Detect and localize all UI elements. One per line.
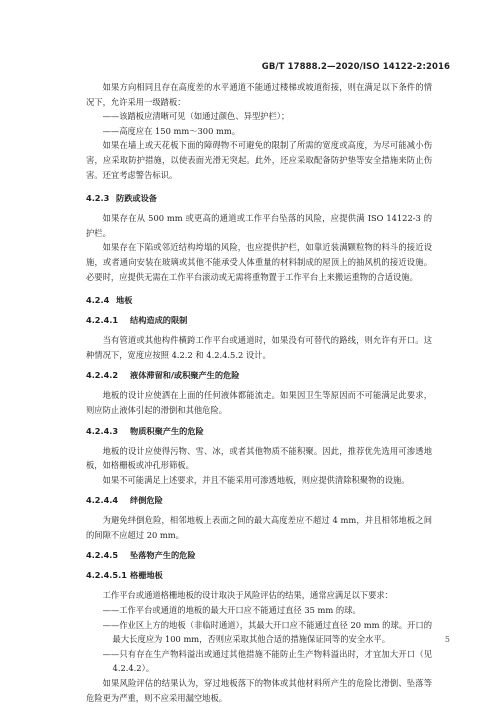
paragraph: 如果存在下陷或邻近结构垮塌的风险，也应提供护栏，如靠近装满颗粒物的料斗的接近设施，或者通向安装在玻璃或其他不能承受人体重量的材料制成的屋顶上的抽风机的接近设施。必要时，应提供无需在工作平台滚动或无需将重物置于工作平台上来搬运重物的合适设施。 xyxy=(86,242,432,282)
section-title: 液体滞留和/或积聚产生的危险 xyxy=(130,370,240,381)
paragraph: 地板的设计应使得污物、雪、冰，或者其他物质不能积聚。因此，推荐优先选用可渗透地板，如格栅板或冲孔形筛板。 xyxy=(86,445,432,471)
subsection-heading xyxy=(86,493,432,507)
list-item: ——该踏板应清晰可见（如通过颜色、异型护栏）； xyxy=(102,111,290,122)
list-item: ——工作平台或通道的地板的最大开口应不能通过直径 35 mm 的球。 xyxy=(102,605,361,616)
paragraph: 如果风险评估的结果认为，穿过地板落下的物体或其他材料所产生的危险比滑倒、坠落等危险更为严重，则不应采用漏空地板。 xyxy=(86,678,432,703)
section-number: 4.2.4.4 xyxy=(86,495,119,506)
page-number: 5 xyxy=(444,635,450,644)
paragraph: 如果不可能满足上述要求，并且不能采用可渗透地板，则应提供清除积聚物的设施。 xyxy=(102,474,410,485)
section-number: 4.2.4.1 xyxy=(86,315,119,326)
paragraph: 如果在墙上或天花板下面的障碍物不可避免的限制了所需的宽度或高度，为尽可能减小伤害，应采取防护措施，以使表面光滑无突起。此外，还应采取配备防护垫等安全措施来防止伤害。还宜考虑警告标识。 xyxy=(86,140,432,180)
section-title: 地板 xyxy=(116,295,133,306)
paragraph: 为避免绊倒危险，相邻地板上表面之间的最大高度差应不超过 4 mm，并且相邻地板之间的间隙不应超过 20 mm。 xyxy=(86,515,432,540)
section-number: 4.2.4.2 xyxy=(86,370,119,381)
subsection-heading xyxy=(86,424,432,438)
section-title: 防跌或设备 xyxy=(116,193,157,204)
section-title: 绊倒危险 xyxy=(130,495,163,506)
section-number: 4.2.3 xyxy=(86,193,110,204)
subsection-heading xyxy=(86,313,432,327)
section-number: 4.2.4.5 xyxy=(86,550,119,561)
subsubsection-heading xyxy=(86,568,432,582)
section-title: 坠落物产生的危险 xyxy=(130,550,196,561)
section-number: 4.2.4.3 xyxy=(86,425,119,436)
paragraph: 工作平台或通道格栅地板的设计取决于风险评估的结果，通常应满足以下要求： xyxy=(102,590,393,601)
subsection-heading xyxy=(86,548,432,562)
section-title: 格栅地板 xyxy=(130,570,163,581)
section-number: 4.2.4.5.1 xyxy=(86,570,127,581)
list-item: ——高度应在 150 mm～300 mm。 xyxy=(102,125,241,136)
paragraph: 如果方向相同且存在高度差的水平通道不能通过楼梯或坡道衔接，则在满足以下条件的情况下，允许采用一级踏板： xyxy=(86,82,432,107)
list-item: ——只有存在生产物料溢出或通过其他措施不能防止生产物料溢出时，才宜加大开口（见 4.2.4.2）。 xyxy=(102,648,432,674)
section-heading xyxy=(86,293,432,307)
standard-id-header: GB/T 17888.2—2020/ISO 14122-2:2016 xyxy=(261,62,450,72)
section-title: 结构造成的限制 xyxy=(130,315,188,326)
list-item: ——作业区上方的地板（非临时通道），其最大开口应不能通过直径 20 mm 的球。开口的最大长度应为 100 mm，否则应采取其他合适的措施保证同等的安全水平。 xyxy=(102,619,432,645)
paragraph: 地板的设计应使洒在上面的任何液体都能流走。如果因卫生等原因而不可能满足此要求，则应防止液体引起的滑倒和其他危险。 xyxy=(86,390,432,415)
paragraph: 当有管道或其他构件横跨工作平台或通道时，如果没有可替代的路线，则允许有开口。这种情况下，宽度应按照 4.2.2 和 4.2.4.5.2 设计。 xyxy=(86,335,432,360)
paragraph: 如果存在从 500 mm 或更高的通道或工作平台坠落的风险，应提供满 ISO 14122-3 的护栏。 xyxy=(86,213,432,238)
section-title: 物质积聚产生的危险 xyxy=(130,425,204,436)
page-content xyxy=(86,80,432,705)
subsection-heading xyxy=(86,368,432,382)
section-number: 4.2.4 xyxy=(86,295,110,306)
section-heading xyxy=(86,191,432,205)
